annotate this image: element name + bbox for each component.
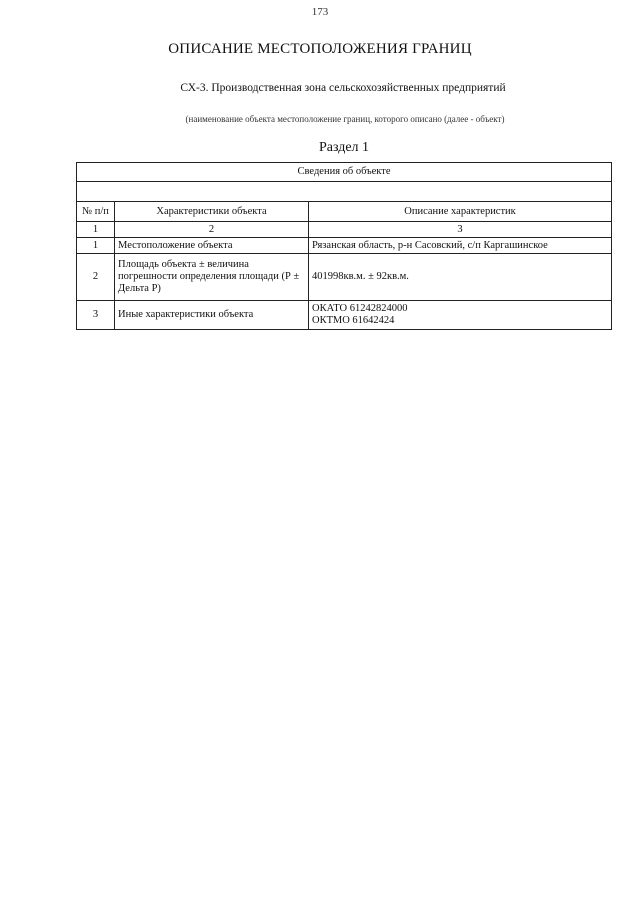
table-heading-row	[77, 163, 612, 182]
table-row	[77, 254, 612, 301]
subtitle-caption: (наименование объекта местоположение границ, которого описано (далее - объект)	[185, 114, 505, 124]
row-number: 2	[77, 254, 115, 301]
row-characteristic: Иные характеристики объекта	[115, 301, 309, 330]
column-number: 2	[115, 222, 309, 238]
table-header-row	[77, 202, 612, 222]
object-info-table	[76, 162, 612, 330]
column-number: 3	[309, 222, 612, 238]
table-heading: Сведения об объекте	[77, 163, 612, 182]
table-row	[77, 301, 612, 330]
column-number-row	[77, 222, 612, 238]
column-header: Описание характеристик	[309, 202, 612, 222]
column-number: 1	[77, 222, 115, 238]
row-description: 401998кв.м. ± 92кв.м.	[309, 254, 612, 301]
column-header: Характеристики объекта	[115, 202, 309, 222]
table-spacer-row	[77, 182, 612, 202]
row-characteristic: Местоположение объекта	[115, 238, 309, 254]
document-title: ОПИСАНИЕ МЕСТОПОЛОЖЕНИЯ ГРАНИЦ	[168, 41, 472, 57]
row-description: Рязанская область, р-н Сасовский, с/п Каргашинское	[309, 238, 612, 254]
row-number: 1	[77, 238, 115, 254]
zone-subtitle: СХ-3. Производственная зона сельскохозяйственных предприятий	[180, 82, 506, 94]
column-header: № п/п	[77, 202, 115, 222]
oktmo-code: ОКТМО 61642424	[312, 315, 395, 326]
okato-code: ОКАТО 61242824000	[312, 303, 408, 315]
page-number: 173	[311, 6, 329, 18]
row-number: 3	[77, 301, 115, 330]
section-heading: Раздел 1	[318, 140, 370, 155]
table-spacer-cell	[77, 182, 612, 202]
table-row	[77, 238, 612, 254]
row-characteristic: Площадь объекта ± величина погрешности определения площади (Р ± Дельта Р)	[115, 254, 309, 301]
row-description	[309, 301, 612, 330]
